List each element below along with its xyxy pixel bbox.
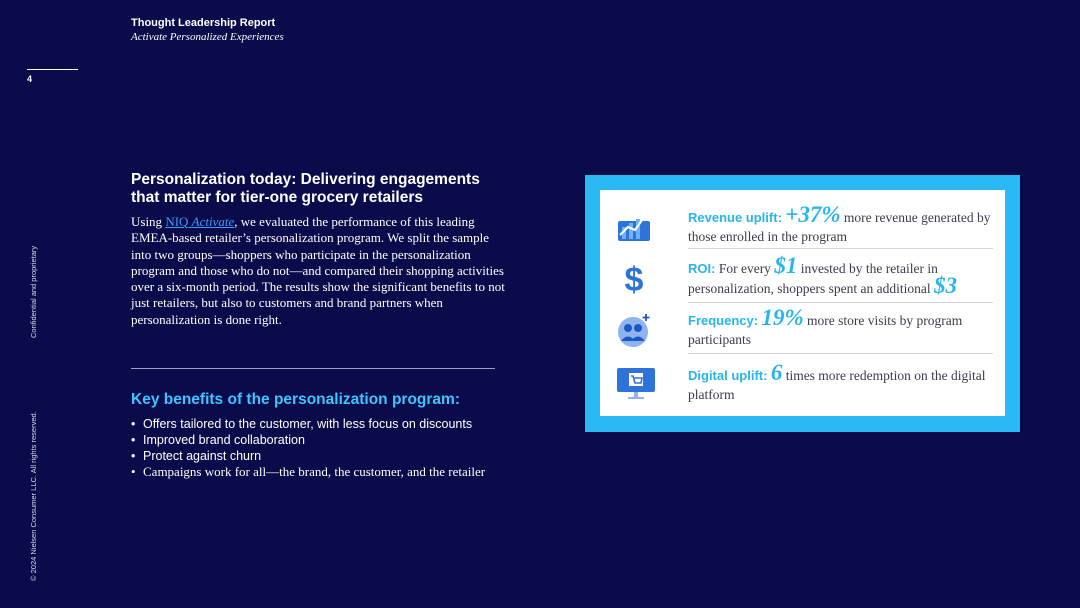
stat-desc: more revenue generated by those enrolled in the program [688,210,991,244]
benefit-item: • Protect against churn [131,448,485,464]
benefits-list [131,416,485,480]
stat-digital-text [688,360,993,404]
stat-value: +37% [785,202,841,227]
stat-label: Revenue uplift: [688,210,782,225]
intro-paragraph [131,214,511,328]
confidential-note: Confidential and proprietary [29,245,38,338]
stat-desc: For every [715,261,775,276]
stat-value: $3 [933,273,957,298]
section-divider [131,368,495,369]
stat-label: Digital uplift: [688,368,768,383]
stat-desc: times more redemption on the digital platform [688,368,986,402]
people-add-icon [616,312,652,348]
stat-roi-text [688,253,993,298]
para-body: , we evaluated the performance of this leading EMEA-based retailer’s personalization program. We split the sample into two groups—shoppers who participate in the personalization program and those who do not—and compared their shopping activities over a six-month period. The results show the significant benefits to not just retailers, but also to customers and brand partners when personalization is done right. [131,214,505,327]
stat-revenue-text [688,202,993,246]
stat-separator [688,353,993,354]
benefit-item: • Offers tailored to the customer, with less focus on discounts [131,416,485,432]
stat-value: 6 [770,360,783,385]
benefits-title: Key benefits of the personalization program: [131,391,460,408]
svg-text:$: $ [624,261,644,296]
stats-card [585,175,1020,432]
stat-label: ROI: [688,261,716,276]
report-title: Thought Leadership Report [131,17,276,29]
para-prefix: Using [131,214,166,229]
dollar-icon [616,260,652,296]
niq-activate-link[interactable]: NIQ Activate [165,214,235,229]
stat-frequency-text [688,305,993,349]
benefit-item: • Improved brand collaboration [131,432,485,448]
section-heading: Personalization today: Delivering engagements that matter for tier-one grocery retailers [131,171,480,206]
stat-desc: more store visits by program participants [688,313,963,347]
report-subtitle: Activate Personalized Experiences [131,31,284,43]
stat-label: Frequency: [688,313,759,328]
monitor-cart-icon [616,365,652,401]
page-number-rule [27,69,78,70]
stat-separator [688,302,993,303]
stats-card-body [600,190,1005,416]
stat-separator [688,248,993,249]
copyright-note: © 2024 Nielsen Consumer LLC. All rights reserved. [29,411,38,581]
benefit-item: • Campaigns work for all—the brand, the customer, and the retailer [131,464,485,480]
chart-growth-icon [616,207,652,243]
page-number: 4 [27,74,33,84]
stat-value: $1 [774,253,798,278]
stat-desc: invested by the retailer in personalization, shoppers spent an additional [688,261,938,296]
stat-value: 19% [761,305,804,330]
